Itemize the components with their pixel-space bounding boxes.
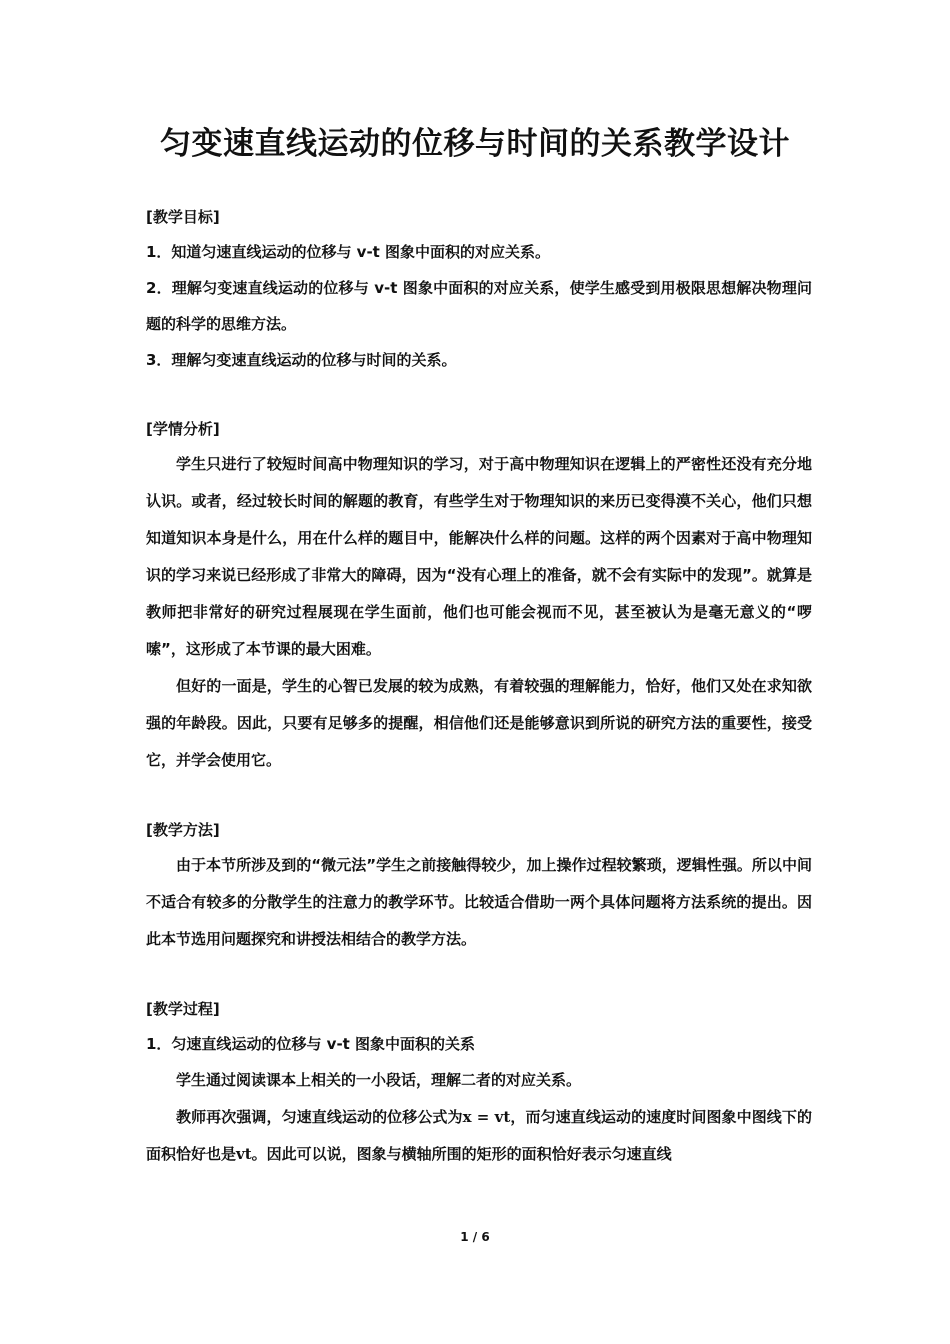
document-body (146, 200, 812, 1173)
page-number: 1 / 6 (460, 1230, 490, 1244)
process-text: ，而匀速直线运动的速度时间图象中图线下的面积恰好也是 (146, 1108, 812, 1163)
displacement-formula: x = vt (462, 1108, 511, 1126)
section-heading-analysis: [学情分析] (146, 420, 220, 438)
process-paragraph: 学生通过阅读课本上相关的一小段话，理解二者的对应关系。 (176, 1071, 582, 1089)
objective-item: 1．知道匀速直线运动的位移与 v-t 图象中面积的对应关系。 (146, 243, 551, 261)
section-heading-methods: [教学方法] (146, 821, 220, 839)
process-paragraph (146, 1099, 812, 1173)
objective-item: 2．理解匀变速直线运动的位移与 v-t 图象中面积的对应关系，使学生感受到用极限思想解决物理问题的科学的思维方法。 (146, 279, 812, 333)
process-text: 教师再次强调，匀速直线运动的位移公式为 (176, 1108, 463, 1126)
objective-item: 3．理解匀变速直线运动的位移与时间的关系。 (146, 351, 457, 369)
process-text: 。因此可以说，图象与横轴所围的矩形的面积恰好表示匀速直线 (251, 1145, 672, 1163)
document-title: 匀变速直线运动的位移与时间的关系教学设计 (160, 126, 790, 162)
analysis-paragraph: 学生只进行了较短时间高中物理知识的学习，对于高中物理知识在逻辑上的严密性还没有充分地认识。或者，经过较长时间的解题的教育，有些学生对于物理知识的来历已变得漠不关心，他们只想知道知识本身是什么，用在什么样的题目中，能解决什么样的问题。这样的两个因素对于高中物理知识的学习来说已经形成了非常大的障碍，因为“没有心理上的准备，就不会有实际中的发现”。就算是教师把非常好的研究过程展现在学生面前，他们也可能会视而不见，甚至被认为是毫无意义的“啰嗦”，这形成了本节课的最大困难。 (146, 455, 812, 658)
area-formula: vt (236, 1145, 252, 1163)
section-heading-process: [教学过程] (146, 1000, 220, 1018)
section-heading-objectives: [教学目标] (146, 208, 220, 226)
methods-paragraph: 由于本节所涉及到的“微元法”学生之前接触得较少，加上操作过程较繁琐，逻辑性强。所以中间不适合有较多的分散学生的注意力的教学环节。比较适合借助一两个具体问题将方法系统的提出。因此本节选用问题探究和讲授法相结合的教学方法。 (146, 856, 812, 948)
analysis-paragraph: 但好的一面是，学生的心智已发展的较为成熟，有着较强的理解能力，恰好，他们又处在求知欲强的年龄段。因此，只要有足够多的提醒，相信他们还是能够意识到所说的研究方法的重要性，接受它，并学会使用它。 (146, 677, 812, 769)
process-subheading: 1．匀速直线运动的位移与 v-t 图象中面积的关系 (146, 1035, 476, 1053)
